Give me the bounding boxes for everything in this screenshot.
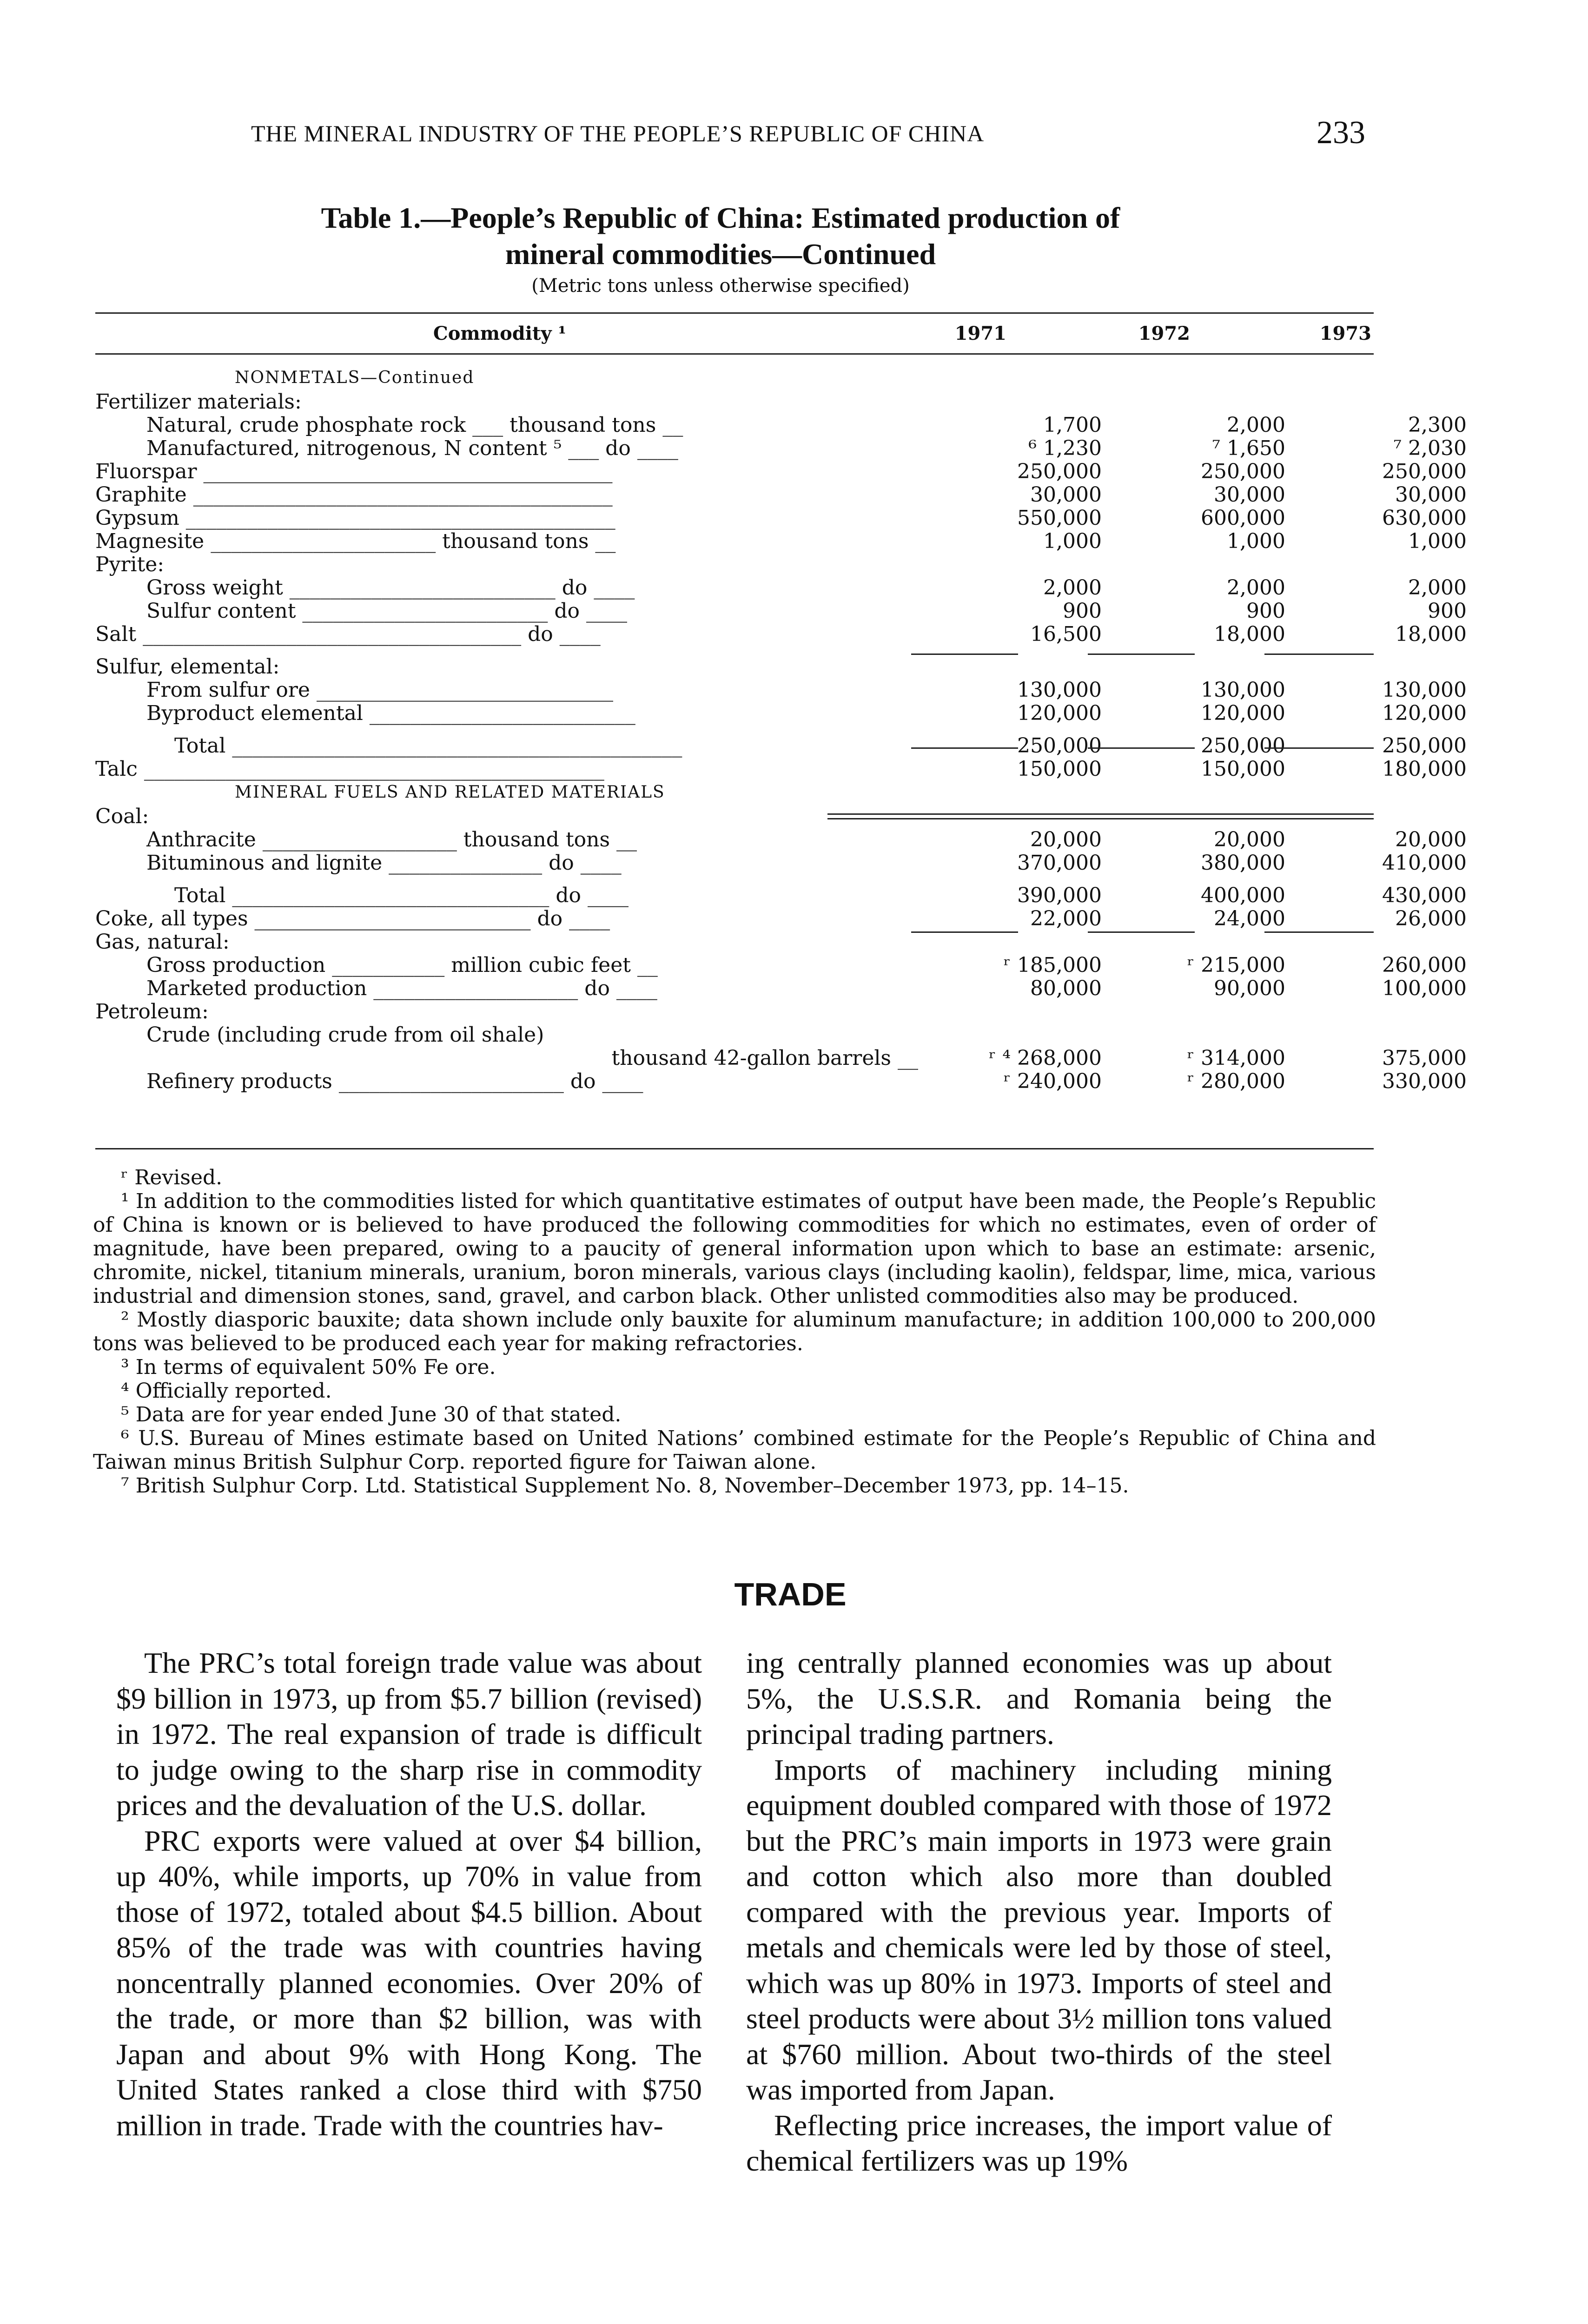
value-1971: ʳ ⁴ 268,000 <box>989 1046 1102 1070</box>
table-row <box>95 805 1374 828</box>
column-header-1972: 1972 <box>1138 323 1190 344</box>
value-1972: 20,000 <box>1214 828 1285 852</box>
footnote: ʳ Revised. <box>121 1166 223 1189</box>
table-header-rule <box>95 353 1374 355</box>
value-1973: 18,000 <box>1395 622 1467 646</box>
value-1971: 250,000 <box>1017 734 1102 758</box>
table-row <box>95 1000 1374 1023</box>
table-row <box>95 576 1467 600</box>
table-section-heading <box>95 366 1374 390</box>
commodity-label: Gypsum __________________________________________ <box>95 506 615 530</box>
commodity-label: Pyrite: <box>95 553 165 576</box>
value-1973: 26,000 <box>1395 907 1467 931</box>
subtotal-rule <box>1264 747 1374 749</box>
table-top-rule <box>95 312 1374 314</box>
value-1973: 20,000 <box>1395 828 1467 852</box>
table-row <box>95 622 1467 646</box>
table-row <box>95 757 1467 781</box>
value-1972: 90,000 <box>1214 977 1285 1000</box>
value-1971: 250,000 <box>1017 460 1102 483</box>
value-1973: 900 <box>1428 599 1467 623</box>
commodity-label: Crude (including crude from oil shale) <box>146 1023 544 1047</box>
value-1972: 250,000 <box>1201 734 1285 758</box>
footnote: ² Mostly diasporic bauxite; data shown include only bauxite for aluminum manufacture; in addition 100,000 to 200,000 tons was believed to be produced each year for making refractories. <box>93 1308 1376 1355</box>
table-title-line-2: mineral commodities—Continued <box>505 238 936 271</box>
commodity-label: From sulfur ore _____________________________ <box>146 678 613 702</box>
table-row <box>95 655 1374 679</box>
running-head-title: THE MINERAL INDUSTRY OF THE PEOPLE’S REPUBLIC OF CHINA <box>251 120 985 146</box>
table-row <box>95 907 1467 931</box>
value-1972: ʳ 280,000 <box>1187 1070 1285 1093</box>
table-row <box>95 701 1467 725</box>
footnote: ³ In terms of equivalent 50% Fe ore. <box>121 1355 496 1379</box>
table-subtitle: (Metric tons unless otherwise specified) <box>531 275 910 297</box>
commodity-label: Marketed production ____________________ do ____ <box>146 977 657 1000</box>
value-1971: 16,500 <box>1030 622 1102 646</box>
trade-column-right <box>746 1645 1332 2179</box>
value-1972: 150,000 <box>1201 757 1285 781</box>
table-row <box>95 678 1467 702</box>
commodity-label: Petroleum: <box>95 1000 209 1023</box>
commodity-label: Fertilizer materials: <box>95 390 302 414</box>
value-1972: 2,000 <box>1227 576 1285 600</box>
value-1973: 180,000 <box>1382 757 1467 781</box>
table-row <box>95 931 1374 954</box>
value-1971: 80,000 <box>1030 977 1102 1000</box>
value-1973: 1,000 <box>1408 529 1467 553</box>
value-1971: 370,000 <box>1017 851 1102 875</box>
commodity-label: NONMETALS—Continued <box>235 368 475 387</box>
trade-paragraph: The PRC’s total foreign trade value was about $9 billion in 1973, up from $5.7 billion (revised) in 1972. The real expansion of trade is difficult to judge owing to the sharp rise in commodity prices and the devaluation of the U.S. dollar. <box>116 1646 702 1822</box>
trade-column-left <box>116 1645 702 2143</box>
value-1972: 24,000 <box>1214 907 1285 931</box>
value-1972: 30,000 <box>1214 483 1285 507</box>
commodity-label: Graphite _________________________________________ <box>95 483 613 507</box>
value-1973: ⁷ 2,030 <box>1393 436 1467 460</box>
commodity-label: Sulfur content ________________________ do ____ <box>146 599 628 623</box>
subtotal-rule <box>1088 931 1195 933</box>
table-row <box>95 553 1374 576</box>
value-1972: 600,000 <box>1201 506 1285 530</box>
commodity-label: Total _______________________________ do ____ <box>174 884 629 907</box>
value-1972: ⁷ 1,650 <box>1212 436 1285 460</box>
value-1972: 400,000 <box>1201 884 1285 907</box>
table-row <box>95 483 1467 507</box>
value-1971: 20,000 <box>1030 828 1102 852</box>
value-1972: 130,000 <box>1201 678 1285 702</box>
table-row <box>95 1023 1374 1047</box>
value-1972: 900 <box>1246 599 1285 623</box>
subtotal-rule <box>911 654 1018 655</box>
value-1973: 630,000 <box>1382 506 1467 530</box>
value-1973: 2,000 <box>1408 576 1467 600</box>
value-1972: 380,000 <box>1201 851 1285 875</box>
value-1971: ⁶ 1,230 <box>1028 436 1102 460</box>
commodity-label: Anthracite ___________________ thousand tons __ <box>146 828 637 852</box>
commodity-label: Magnesite ______________________ thousand tons __ <box>95 529 616 553</box>
commodity-label: Talc _____________________________________________ <box>95 757 604 781</box>
subtotal-rule <box>911 747 1018 749</box>
value-1971: 1,000 <box>1043 529 1102 553</box>
table-title-line-1: Table 1.—People’s Republic of China: Estimated production of <box>321 201 1120 234</box>
section-double-rule <box>827 818 1374 819</box>
footnote: ¹ In addition to the commodities listed for which quantitative estimates of output have been made, the People’s Republic of China is known or is believed to have produced the following commodities for which no estimates, even of order of magnitude, have been prepared, owing to a paucity of general information upon which to base an estimate: arsenic, chromite, nickel, titanium minerals, uranium, boron minerals, various clays (including kaolin), feldspar, lime, mica, various industrial and dimension stones, sand, gravel, and carbon black. Other unlisted commodities also may be produced. <box>93 1189 1376 1308</box>
footnote: ⁵ Data are for year ended June 30 of that stated. <box>121 1403 622 1426</box>
value-1973: 250,000 <box>1382 734 1467 758</box>
table-row <box>95 851 1467 875</box>
commodity-label: Gas, natural: <box>95 930 230 954</box>
subtotal-rule <box>1088 747 1195 749</box>
value-1971: 390,000 <box>1017 884 1102 907</box>
commodity-label: MINERAL FUELS AND RELATED MATERIALS <box>235 783 665 802</box>
commodity-label: Natural, crude phosphate rock ___ thousand tons __ <box>146 413 683 437</box>
footnote: ⁴ Officially reported. <box>121 1379 332 1403</box>
value-1972: 1,000 <box>1227 529 1285 553</box>
value-1971: 22,000 <box>1030 907 1102 931</box>
value-1971: 30,000 <box>1030 483 1102 507</box>
column-header-1971: 1971 <box>954 323 1006 344</box>
table-footnotes <box>93 1166 1376 1498</box>
table-row <box>95 436 1467 460</box>
column-header-1973: 1973 <box>1319 323 1371 344</box>
commodity-label: Gross weight __________________________ do ____ <box>146 576 635 600</box>
column-header-commodity: Commodity ¹ <box>433 323 567 344</box>
table-row <box>95 1070 1467 1093</box>
value-1972: 120,000 <box>1201 701 1285 725</box>
value-1972: 18,000 <box>1214 622 1285 646</box>
value-1973: 30,000 <box>1395 483 1467 507</box>
table-section-heading <box>95 781 1374 804</box>
value-1973: 330,000 <box>1382 1070 1467 1093</box>
value-1971: 2,000 <box>1043 576 1102 600</box>
value-1971: 900 <box>1063 599 1102 623</box>
value-1972: 2,000 <box>1227 413 1285 437</box>
trade-paragraph: ing centrally planned economies was up about 5%, the U.S.S.R. and Romania being the principal trading partners. <box>746 1646 1332 1750</box>
unit-label: thousand 42-gallon barrels __ <box>611 1046 918 1070</box>
table-row <box>95 884 1467 907</box>
subtotal-rule <box>1264 654 1374 655</box>
table-bottom-rule <box>95 1148 1374 1149</box>
value-1972: ʳ 215,000 <box>1187 953 1285 977</box>
table-row <box>95 977 1467 1000</box>
table-title <box>186 200 1255 272</box>
commodity-label: Coke, all types ___________________________ do ____ <box>95 907 610 931</box>
section-heading-trade: TRADE <box>734 1576 847 1612</box>
commodity-label: Fluorspar ________________________________________ <box>95 460 613 483</box>
subtotal-rule <box>911 931 1018 933</box>
section-double-rule <box>827 813 1374 815</box>
trade-paragraph: Reflecting price increases, the import value of chemical fertilizers was up 19% <box>746 2108 1332 2177</box>
table-row <box>95 828 1467 852</box>
footnote: ⁶ U.S. Bureau of Mines estimate based on United Nations’ combined estimate for the People’s Republic of China and Taiwan minus British Sulphur Corp. reported figure for Taiwan alone. <box>93 1426 1376 1474</box>
value-1973: 100,000 <box>1382 977 1467 1000</box>
subtotal-rule <box>1088 654 1195 655</box>
value-1971: 550,000 <box>1017 506 1102 530</box>
value-1973: 130,000 <box>1382 678 1467 702</box>
value-1973: 250,000 <box>1382 460 1467 483</box>
value-1972: ʳ 314,000 <box>1187 1046 1285 1070</box>
value-1973: 410,000 <box>1382 851 1467 875</box>
value-1971: 130,000 <box>1017 678 1102 702</box>
commodity-label: Byproduct elemental __________________________ <box>146 701 635 725</box>
table-row <box>95 506 1467 530</box>
page-number: 233 <box>1317 115 1365 151</box>
table-row <box>95 390 1374 414</box>
value-1971: 150,000 <box>1017 757 1102 781</box>
table-row <box>95 529 1467 553</box>
value-1971: ʳ 240,000 <box>1003 1070 1102 1093</box>
value-1972: 250,000 <box>1201 460 1285 483</box>
table-row <box>95 413 1467 437</box>
commodity-label: Total ____________________________________________ <box>174 734 682 758</box>
production-table <box>95 366 1467 1156</box>
commodity-label: Sulfur, elemental: <box>95 655 280 679</box>
commodity-label: Manufactured, nitrogenous, N content ⁵ ___ do ____ <box>146 436 678 460</box>
table-row <box>95 460 1467 483</box>
value-1973: 430,000 <box>1382 884 1467 907</box>
table-row <box>95 734 1467 758</box>
commodity-label: Bituminous and lignite _______________ do ____ <box>146 851 622 875</box>
table-row <box>95 599 1467 623</box>
value-1971: 1,700 <box>1043 413 1102 437</box>
subtotal-rule <box>1264 931 1374 933</box>
value-1973: 120,000 <box>1382 701 1467 725</box>
trade-paragraph: PRC exports were valued at over $4 billion, up 40%, while imports, up 70% in value from those of 1972, totaled about $4.5 billion. About 85% of the trade was with countries having noncentrally planned economies. Over 20% of the trade, or more than $2 billion, was with Japan and about 9% with Hong Kong. The United States ranked a close third with $750 million in trade. Trade with the countries hav- <box>116 1824 702 2142</box>
value-1973: 2,300 <box>1408 413 1467 437</box>
table-row <box>95 953 1467 977</box>
commodity-label: Salt _____________________________________ do ____ <box>95 622 601 646</box>
trade-paragraph: Imports of machinery including mining equipment doubled compared with those of 1972 but the PRC’s main imports in 1973 were grain and cotton which also more than doubled compared with the previous year. Imports of metals and chemicals were led by those of steel, which was up 80% in 1973. Imports of steel and steel products were about 3½ million tons valued at $760 million. About two-thirds of the steel was imported from Japan. <box>746 1753 1332 2106</box>
value-1971: 120,000 <box>1017 701 1102 725</box>
commodity-label: Gross production ___________ million cubic feet __ <box>146 953 658 977</box>
commodity-label: Coal: <box>95 805 149 828</box>
value-1973: 375,000 <box>1382 1046 1467 1070</box>
value-1973: 260,000 <box>1382 953 1467 977</box>
value-1971: ʳ 185,000 <box>1003 953 1102 977</box>
footnote: ⁷ British Sulphur Corp. Ltd. Statistical Supplement No. 8, November–December 1973, pp. 14–15. <box>121 1474 1129 1498</box>
table-row <box>95 1046 1467 1070</box>
commodity-label: Refinery products ______________________ do ____ <box>146 1070 643 1093</box>
